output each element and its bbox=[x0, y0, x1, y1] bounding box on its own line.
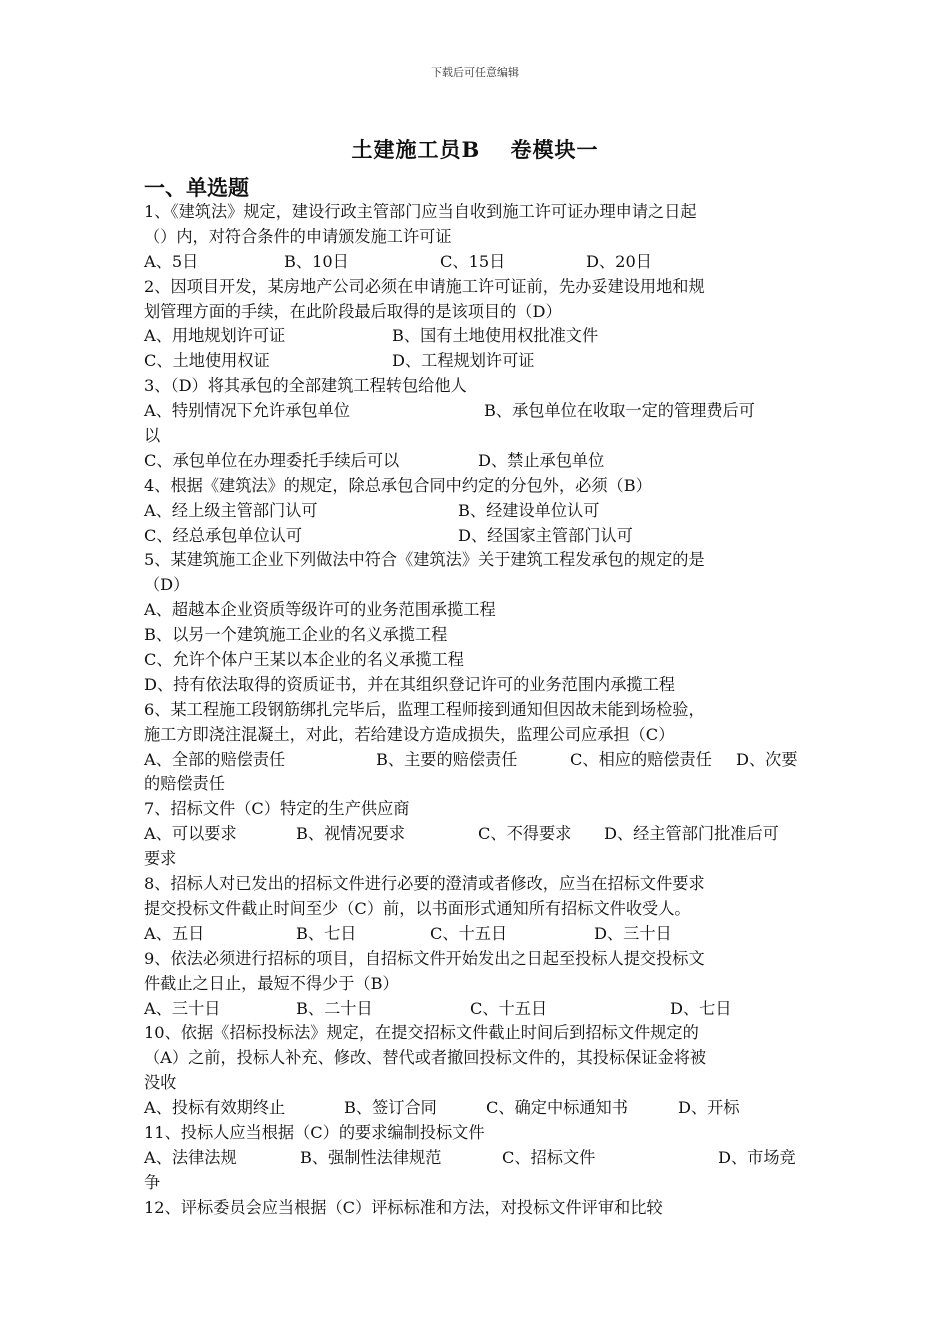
question-6-line-2: 施工方即浇注混凝土，对此，若给建设方造成损失，监理公司应承担（C） bbox=[144, 724, 675, 744]
option-b: B、国有土地使用权批准文件 bbox=[392, 326, 599, 346]
option-c: C、相应的赔偿责任 bbox=[570, 749, 712, 769]
option-a: A、5日 bbox=[144, 251, 199, 271]
option-a: A、可以要求 bbox=[144, 824, 237, 844]
option-a: A、全部的赔偿责任 bbox=[144, 749, 286, 769]
option-c: C、不得要求 bbox=[478, 824, 572, 844]
option-c: C、确定中标通知书 bbox=[486, 1098, 628, 1118]
question-4-line-1: 4、根据《建筑法》的规定，除总承包合同中约定的分包外，必须（B） bbox=[144, 475, 652, 495]
option-d: D、次要 bbox=[736, 749, 798, 769]
question-9-line-2: 件截止之日止，最短不得少于（B） bbox=[144, 973, 399, 993]
option-c: C、经总承包单位认可 bbox=[144, 525, 303, 545]
question-11-line-1: 11、投标人应当根据（C）的要求编制投标文件 bbox=[144, 1122, 485, 1142]
question-11-option-d-cont: 争 bbox=[144, 1172, 161, 1192]
option-c: C、15日 bbox=[440, 251, 506, 271]
section-heading: 一、单选题 bbox=[144, 175, 249, 200]
question-2-line-1: 2、因项目开发，某房地产公司必须在申请施工许可证前，先办妥建设用地和规 bbox=[144, 276, 705, 296]
question-5-line-2: （D） bbox=[144, 575, 190, 595]
question-7-line-1: 7、招标文件（C）特定的生产供应商 bbox=[144, 799, 410, 819]
question-6-options bbox=[144, 748, 808, 773]
question-10-line-1: 10、依据《招标投标法》规定，在提交招标文件截止时间后到招标文件规定的 bbox=[144, 1023, 699, 1043]
question-9-options bbox=[144, 997, 808, 1022]
option-c: C、土地使用权证 bbox=[144, 351, 270, 371]
option-d: D、工程规划许可证 bbox=[392, 351, 535, 371]
question-4-options-cd bbox=[144, 524, 808, 549]
option-a: A、用地规划许可证 bbox=[144, 326, 286, 346]
question-6-option-d-cont: 的赔偿责任 bbox=[144, 774, 225, 794]
option-b: B、经建设单位认可 bbox=[458, 500, 600, 520]
option-a: A、经上级主管部门认可 bbox=[144, 500, 318, 520]
option-d: D、市场竞 bbox=[718, 1147, 796, 1167]
question-5-option-a: A、超越本企业资质等级许可的业务范围承揽工程 bbox=[144, 600, 496, 620]
question-list bbox=[144, 200, 808, 1221]
option-b: B、强制性法律规范 bbox=[300, 1147, 442, 1167]
option-d: D、开标 bbox=[678, 1098, 740, 1118]
option-b: B、二十日 bbox=[296, 998, 373, 1018]
option-a: A、法律法规 bbox=[144, 1147, 237, 1167]
question-1-options bbox=[144, 250, 808, 275]
document-title: 土建施工员B 卷模块一 bbox=[351, 137, 599, 162]
question-8-options bbox=[144, 922, 808, 947]
option-a: A、五日 bbox=[144, 923, 205, 943]
option-a: A、特别情况下允许承包单位 bbox=[144, 401, 350, 421]
option-d: D、经国家主管部门认可 bbox=[458, 525, 633, 545]
option-c: C、十五日 bbox=[430, 923, 508, 943]
option-c: C、承包单位在办理委托手续后可以 bbox=[144, 450, 400, 470]
question-9-line-1: 9、依法必须进行招标的项目，自招标文件开始发出之日起至投标人提交投标文 bbox=[144, 948, 705, 968]
option-c: C、招标文件 bbox=[502, 1147, 596, 1167]
option-a: A、三十日 bbox=[144, 998, 221, 1018]
question-3-option-b-cont: 以 bbox=[144, 426, 161, 446]
question-10-line-2: （A）之前，投标人补充、修改、替代或者撤回投标文件的，其投标保证金将被 bbox=[144, 1048, 707, 1068]
question-8-line-1: 8、招标人对已发出的招标文件进行必要的澄清或者修改，应当在招标文件要求 bbox=[144, 874, 705, 894]
question-5-option-b: B、以另一个建筑施工企业的名义承揽工程 bbox=[144, 625, 448, 645]
option-c: C、十五日 bbox=[470, 998, 548, 1018]
page-header: 下载后可任意编辑 bbox=[431, 66, 519, 79]
question-1-line-1: 1、《建筑法》规定，建设行政主管部门应当自收到施工许可证办理申请之日起 bbox=[144, 202, 697, 221]
option-b: B、承包单位在收取一定的管理费后可 bbox=[484, 401, 755, 421]
option-b: B、签订合同 bbox=[344, 1098, 437, 1118]
option-a: A、投标有效期终止 bbox=[144, 1098, 286, 1118]
question-5-option-d: D、持有依法取得的资质证书，并在其组织登记许可的业务范围内承揽工程 bbox=[144, 674, 675, 694]
question-6-line-1: 6、某工程施工段钢筋绑扎完毕后，监理工程师接到通知但因故未能到场检验， bbox=[144, 699, 705, 719]
option-b: B、10日 bbox=[284, 251, 349, 271]
option-d: D、20日 bbox=[586, 251, 652, 271]
question-1-line-2: （）内，对符合条件的申请颁发施工许可证 bbox=[144, 226, 452, 246]
question-10-options bbox=[144, 1096, 808, 1121]
question-7-option-d-cont: 要求 bbox=[144, 849, 177, 869]
question-7-options bbox=[144, 822, 808, 847]
question-2-options-cd bbox=[144, 349, 808, 374]
question-3-options-cd bbox=[144, 449, 808, 474]
question-8-line-2: 提交投标文件截止时间至少（C）前，以书面形式通知所有招标文件收受人。 bbox=[144, 898, 691, 918]
question-2-options-ab bbox=[144, 324, 808, 349]
question-11-options bbox=[144, 1146, 808, 1171]
question-3-line-1: 3、（D）将其承包的全部建筑工程转包给他人 bbox=[144, 376, 467, 396]
option-d: D、七日 bbox=[670, 998, 732, 1018]
question-12-line-1: 12、评标委员会应当根据（C）评标标准和方法，对投标文件评审和比较 bbox=[144, 1197, 663, 1217]
option-d: D、禁止承包单位 bbox=[478, 450, 605, 470]
question-5-option-c: C、允许个体户王某以本企业的名义承揽工程 bbox=[144, 650, 464, 670]
option-b: B、七日 bbox=[296, 923, 357, 943]
question-5-line-1: 5、某建筑施工企业下列做法中符合《建筑法》关于建筑工程发承包的规定的是 bbox=[144, 550, 705, 570]
option-d: D、三十日 bbox=[594, 923, 672, 943]
option-b: B、主要的赔偿责任 bbox=[376, 749, 518, 769]
question-10-line-3: 没收 bbox=[144, 1073, 177, 1093]
question-4-options-ab bbox=[144, 499, 808, 524]
option-d: D、经主管部门批准后可 bbox=[604, 824, 779, 844]
question-2-line-2: 划管理方面的手续，在此阶段最后取得的是该项目的（D） bbox=[144, 301, 562, 321]
option-b: B、视情况要求 bbox=[296, 824, 406, 844]
question-3-options-ab bbox=[144, 399, 808, 424]
